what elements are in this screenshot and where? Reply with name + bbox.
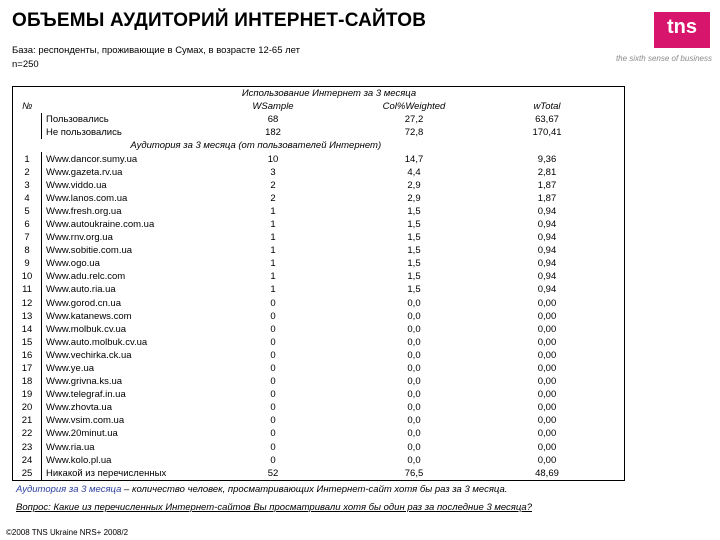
site-row <box>13 283 625 296</box>
site-name: Www.vechirka.ck.ua <box>42 349 189 362</box>
site-wtotal: 0,00 <box>470 388 625 401</box>
col-colweighted-header: Col%Weighted <box>382 101 446 113</box>
site-wtotal: 0,00 <box>470 297 625 310</box>
usage-colweighted: 27,2 <box>404 114 424 126</box>
audience-table <box>12 86 625 481</box>
site-colweighted: 0,0 <box>407 389 421 401</box>
site-row <box>13 310 625 323</box>
site-wtotal: 0,94 <box>470 244 625 257</box>
site-number: 8 <box>13 244 42 257</box>
site-wtotal: 0,00 <box>470 454 625 467</box>
site-colweighted: 1,5 <box>407 284 421 296</box>
site-name: Www.gorod.cn.ua <box>42 297 189 310</box>
site-name: Www.zhovta.ua <box>42 401 189 414</box>
site-row <box>13 427 625 440</box>
site-wtotal: 0,00 <box>470 441 625 454</box>
site-colweighted: 1,5 <box>407 218 421 230</box>
site-row <box>13 441 625 454</box>
site-name: Www.vsim.com.ua <box>42 414 189 427</box>
base-line-2: n=250 <box>12 59 39 70</box>
site-row <box>13 467 625 481</box>
site-colweighted: 4,4 <box>407 166 421 178</box>
site-name: Www.auto.ria.ua <box>42 283 189 296</box>
site-wsample: 1 <box>270 218 276 230</box>
site-number: 15 <box>13 336 42 349</box>
site-wsample: 0 <box>270 323 276 335</box>
site-wtotal: 0,94 <box>470 257 625 270</box>
site-number: 21 <box>13 414 42 427</box>
site-colweighted: 0,0 <box>407 376 421 388</box>
column-header-row <box>13 100 625 113</box>
site-row <box>13 166 625 179</box>
site-wsample: 0 <box>270 402 276 414</box>
site-colweighted: 1,5 <box>407 245 421 257</box>
site-row <box>13 454 625 467</box>
site-wtotal: 1,87 <box>470 179 625 192</box>
site-colweighted: 0,0 <box>407 363 421 375</box>
site-name: Www.molbuk.cv.ua <box>42 323 189 336</box>
usage-row <box>13 113 625 126</box>
site-wtotal: 0,94 <box>470 218 625 231</box>
site-colweighted: 0,0 <box>407 310 421 322</box>
site-wtotal: 0,94 <box>470 231 625 244</box>
site-name: Www.sobitie.com.ua <box>42 244 189 257</box>
site-row <box>13 349 625 362</box>
site-row <box>13 414 625 427</box>
site-number: 6 <box>13 218 42 231</box>
site-wsample: 0 <box>270 428 276 440</box>
site-row <box>13 192 625 205</box>
site-wsample: 2 <box>270 179 276 191</box>
site-wtotal: 0,00 <box>470 336 625 349</box>
site-colweighted: 0,0 <box>407 402 421 414</box>
site-name: Www.rnv.org.ua <box>42 231 189 244</box>
site-colweighted: 0,0 <box>407 336 421 348</box>
footnote-definition: – количество человек, просматривающих Интернет-сайт хотя бы раз за 3 месяца. <box>121 484 508 495</box>
site-number: 25 <box>13 467 42 481</box>
site-wsample: 0 <box>270 336 276 348</box>
site-name: Www.dancor.sumy.ua <box>42 152 189 165</box>
site-row <box>13 179 625 192</box>
site-row <box>13 401 625 414</box>
site-wtotal: 2,81 <box>470 166 625 179</box>
site-row <box>13 270 625 283</box>
usage-wsample: 68 <box>267 114 279 126</box>
site-name: Www.adu.relc.com <box>42 270 189 283</box>
site-colweighted: 1,5 <box>407 258 421 270</box>
site-number: 10 <box>13 270 42 283</box>
site-name: Www.kolo.pl.ua <box>42 454 189 467</box>
site-name: Www.20minut.ua <box>42 427 189 440</box>
site-wsample: 0 <box>270 415 276 427</box>
site-row <box>13 257 625 270</box>
site-row <box>13 218 625 231</box>
site-number: 22 <box>13 427 42 440</box>
site-wtotal: 1,87 <box>470 192 625 205</box>
site-wtotal: 0,00 <box>470 362 625 375</box>
site-wsample: 1 <box>270 284 276 296</box>
site-wtotal: 0,94 <box>470 205 625 218</box>
site-wsample: 0 <box>270 376 276 388</box>
site-colweighted: 1,5 <box>407 232 421 244</box>
survey-question: Вопрос: Какие из перечисленных Интернет-сайтов Вы просматривали хотя бы один раз за последние 3 месяца? <box>16 502 532 513</box>
site-wsample: 0 <box>270 363 276 375</box>
site-number: 13 <box>13 310 42 323</box>
site-number: 11 <box>13 283 42 296</box>
audience-header: Аудитория за 3 месяца (от пользователей Интернет) <box>130 140 382 152</box>
site-wtotal: 0,00 <box>470 414 625 427</box>
site-number: 9 <box>13 257 42 270</box>
site-name: Www.fresh.org.ua <box>42 205 189 218</box>
col-num-header: № <box>13 100 42 113</box>
site-wsample: 2 <box>270 192 276 204</box>
site-wtotal: 9,36 <box>470 152 625 165</box>
site-colweighted: 0,0 <box>407 415 421 427</box>
copyright: ©2008 TNS Ukraine NRS+ 2008/2 <box>6 528 129 537</box>
page-title: ОБЪЕМЫ АУДИТОРИЙ ИНТЕРНЕТ-САЙТОВ <box>12 10 427 31</box>
site-colweighted: 14,7 <box>404 153 424 165</box>
site-name: Www.autoukraine.com.ua <box>42 218 189 231</box>
base-description <box>12 44 300 72</box>
site-row <box>13 388 625 401</box>
site-row <box>13 152 625 165</box>
site-row <box>13 375 625 388</box>
site-wtotal: 0,00 <box>470 401 625 414</box>
site-wsample: 52 <box>188 467 358 481</box>
logo-text: tns <box>667 16 697 38</box>
logo-tagline: the sixth sense of business <box>615 54 712 63</box>
site-colweighted: 0,0 <box>407 349 421 361</box>
site-number: 23 <box>13 441 42 454</box>
site-wsample: 3 <box>270 166 276 178</box>
usage-colweighted: 72,8 <box>404 127 424 139</box>
usage-wtotal: 170,41 <box>470 126 625 139</box>
site-name: Www.ogo.ua <box>42 257 189 270</box>
site-wsample: 10 <box>267 153 279 165</box>
usage-label: Не пользовались <box>42 126 189 139</box>
usage-wsample: 182 <box>265 127 281 139</box>
site-wsample: 1 <box>270 232 276 244</box>
site-name: Www.grivna.ks.ua <box>42 375 189 388</box>
site-name: Www.auto.molbuk.cv.ua <box>42 336 189 349</box>
site-wsample: 0 <box>270 454 276 466</box>
site-number: 3 <box>13 179 42 192</box>
base-line-1: База: респонденты, проживающие в Сумах, в возрасте 12-65 лет <box>12 45 300 56</box>
site-number: 12 <box>13 297 42 310</box>
tns-logo <box>654 12 710 48</box>
site-colweighted: 2,9 <box>407 179 421 191</box>
site-number: 19 <box>13 388 42 401</box>
site-number: 4 <box>13 192 42 205</box>
footnote <box>16 484 507 495</box>
site-number: 17 <box>13 362 42 375</box>
site-colweighted: 0,0 <box>407 441 421 453</box>
usage-num-cell <box>13 113 42 126</box>
site-colweighted: 1,5 <box>407 205 421 217</box>
site-wtotal: 48,69 <box>470 467 625 481</box>
site-number: 2 <box>13 166 42 179</box>
site-row <box>13 362 625 375</box>
site-wtotal: 0,00 <box>470 375 625 388</box>
site-name: Www.ria.ua <box>42 441 189 454</box>
site-name: Www.viddo.ua <box>42 179 189 192</box>
audience-header-row <box>13 139 625 152</box>
audience-wtotal-cell <box>470 139 625 152</box>
site-wtotal: 0,00 <box>470 310 625 323</box>
site-name: Www.lanos.com.ua <box>42 192 189 205</box>
usage-row <box>13 126 625 139</box>
site-number: 14 <box>13 323 42 336</box>
site-name: Www.telegraf.in.ua <box>42 388 189 401</box>
site-number: 20 <box>13 401 42 414</box>
site-number: 16 <box>13 349 42 362</box>
site-wtotal: 0,00 <box>470 349 625 362</box>
usage-label: Пользовались <box>42 113 189 126</box>
site-colweighted: 0,0 <box>407 428 421 440</box>
site-colweighted: 0,0 <box>407 323 421 335</box>
site-wtotal: 0,00 <box>470 323 625 336</box>
site-wsample: 0 <box>270 441 276 453</box>
site-wtotal: 0,00 <box>470 427 625 440</box>
site-row <box>13 323 625 336</box>
site-colweighted: 76,5 <box>358 467 470 481</box>
site-name: Никакой из перечисленных <box>42 467 189 481</box>
col-wsample-header: WSample <box>252 101 294 113</box>
site-row <box>13 297 625 310</box>
site-wtotal: 0,94 <box>470 270 625 283</box>
site-wsample: 1 <box>270 205 276 217</box>
site-colweighted: 0,0 <box>407 297 421 309</box>
site-row <box>13 244 625 257</box>
usage-num-cell <box>13 126 42 139</box>
site-number: 5 <box>13 205 42 218</box>
site-number: 24 <box>13 454 42 467</box>
site-row <box>13 231 625 244</box>
col-wtotal-header: wTotal <box>470 100 625 113</box>
site-colweighted: 2,9 <box>407 192 421 204</box>
site-row <box>13 205 625 218</box>
site-wsample: 1 <box>270 271 276 283</box>
site-wtotal: 0,94 <box>470 283 625 296</box>
audience-num-cell <box>13 139 42 152</box>
site-wsample: 1 <box>270 245 276 257</box>
site-wsample: 0 <box>270 349 276 361</box>
site-row <box>13 336 625 349</box>
usage-wtotal: 63,67 <box>470 113 625 126</box>
site-colweighted: 1,5 <box>407 271 421 283</box>
site-wsample: 1 <box>270 258 276 270</box>
site-name: Www.ye.ua <box>42 362 189 375</box>
site-wsample: 0 <box>270 310 276 322</box>
site-name: Www.katanews.com <box>42 310 189 323</box>
site-name: Www.gazeta.rv.ua <box>42 166 189 179</box>
site-colweighted: 0,0 <box>407 454 421 466</box>
site-wsample: 0 <box>270 297 276 309</box>
group-header-row <box>13 87 625 101</box>
site-number: 7 <box>13 231 42 244</box>
group-header: Использование Интернет за 3 месяца <box>188 87 470 101</box>
site-number: 18 <box>13 375 42 388</box>
site-number: 1 <box>13 152 42 165</box>
footnote-term: Аудитория за 3 месяца <box>16 484 122 495</box>
site-wsample: 0 <box>270 389 276 401</box>
